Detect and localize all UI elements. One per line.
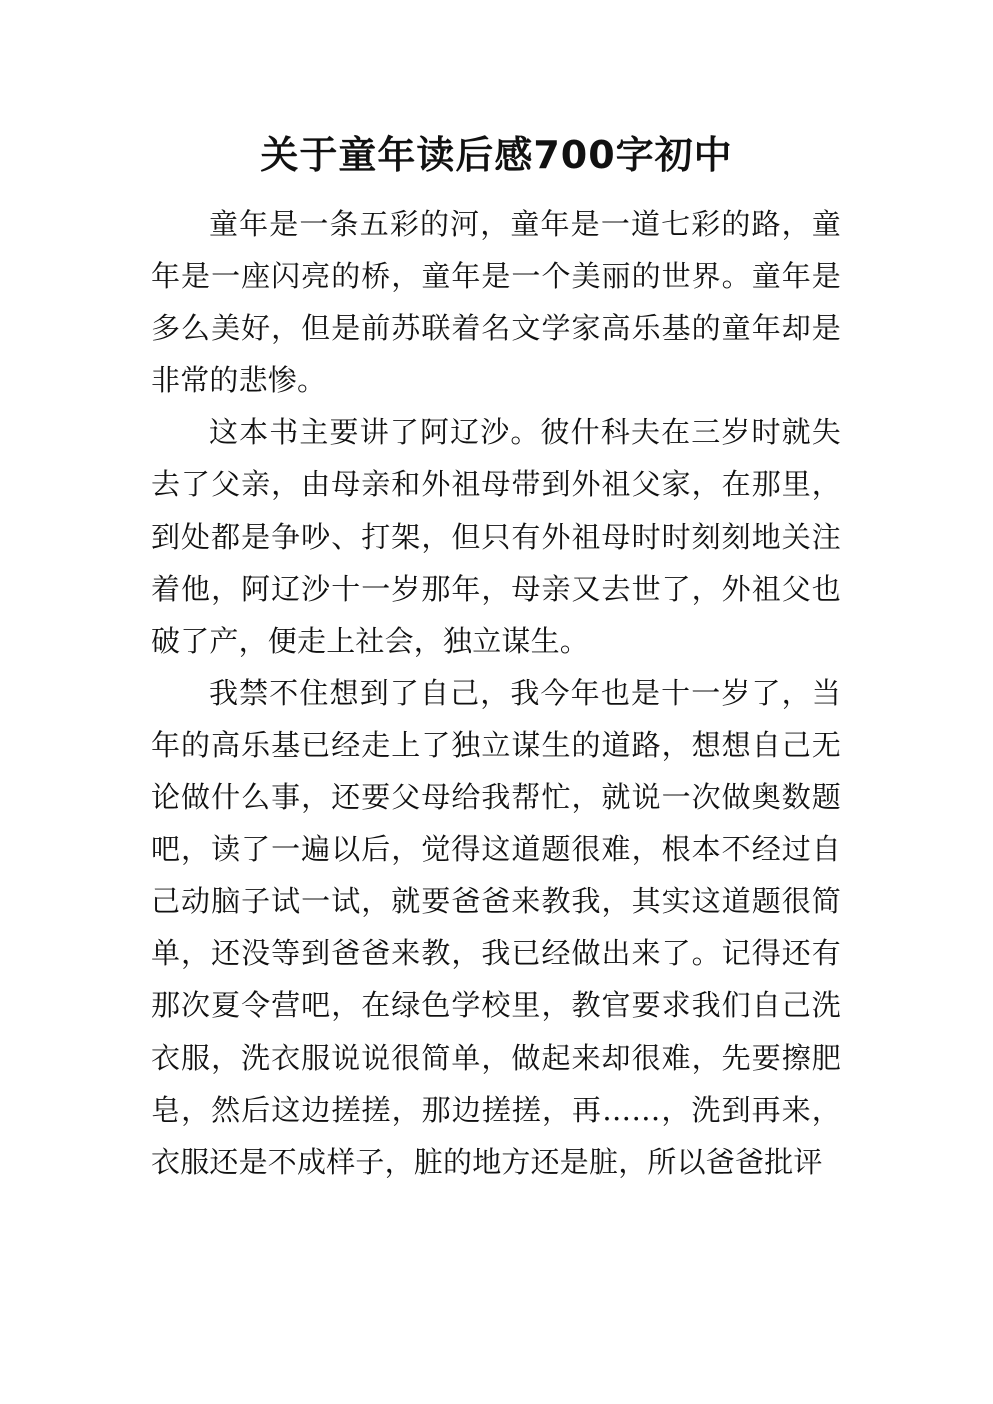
paragraph-1: 童年是一条五彩的河，童年是一道七彩的路，童年是一座闪亮的桥，童年是一个美丽的世界。童年是多么美好，但是前苏联着名文学家高乐基的童年却是非常的悲惨。 bbox=[151, 207, 841, 398]
paragraph-2: 这本书主要讲了阿辽沙。彼什科夫在三岁时就失去了父亲，由母亲和外祖母带到外祖父家，在那里，到处都是争吵、打架，但只有外祖母时时刻刻地关注着他，阿辽沙十一岁那年，母亲又去世了，外祖父也破了产，便走上社会，独立谋生。 bbox=[151, 415, 841, 658]
document-body bbox=[151, 198, 841, 1188]
document-title: 关于童年读后感700字初中 bbox=[260, 133, 733, 177]
paragraph-3: 我禁不住想到了自己，我今年也是十一岁了，当年的高乐基已经走上了独立谋生的道路，想想自己无论做什么事，还要父母给我帮忙，就说一次做奥数题吧，读了一遍以后，觉得这道题很难，根本不经过自己动脑子试一试，就要爸爸来教我，其实这道题很简单，还没等到爸爸来教，我已经做出来了。记得还有那次夏令营吧，在绿色学校里，教官要求我们自己洗衣服，洗衣服说说很简单，做起来却很难，先要擦肥皂，然后这边搓搓，那边搓搓，再……，洗到再来，衣服还是不成样子，脏的地方还是脏，所以爸爸批评 bbox=[151, 675, 841, 1179]
